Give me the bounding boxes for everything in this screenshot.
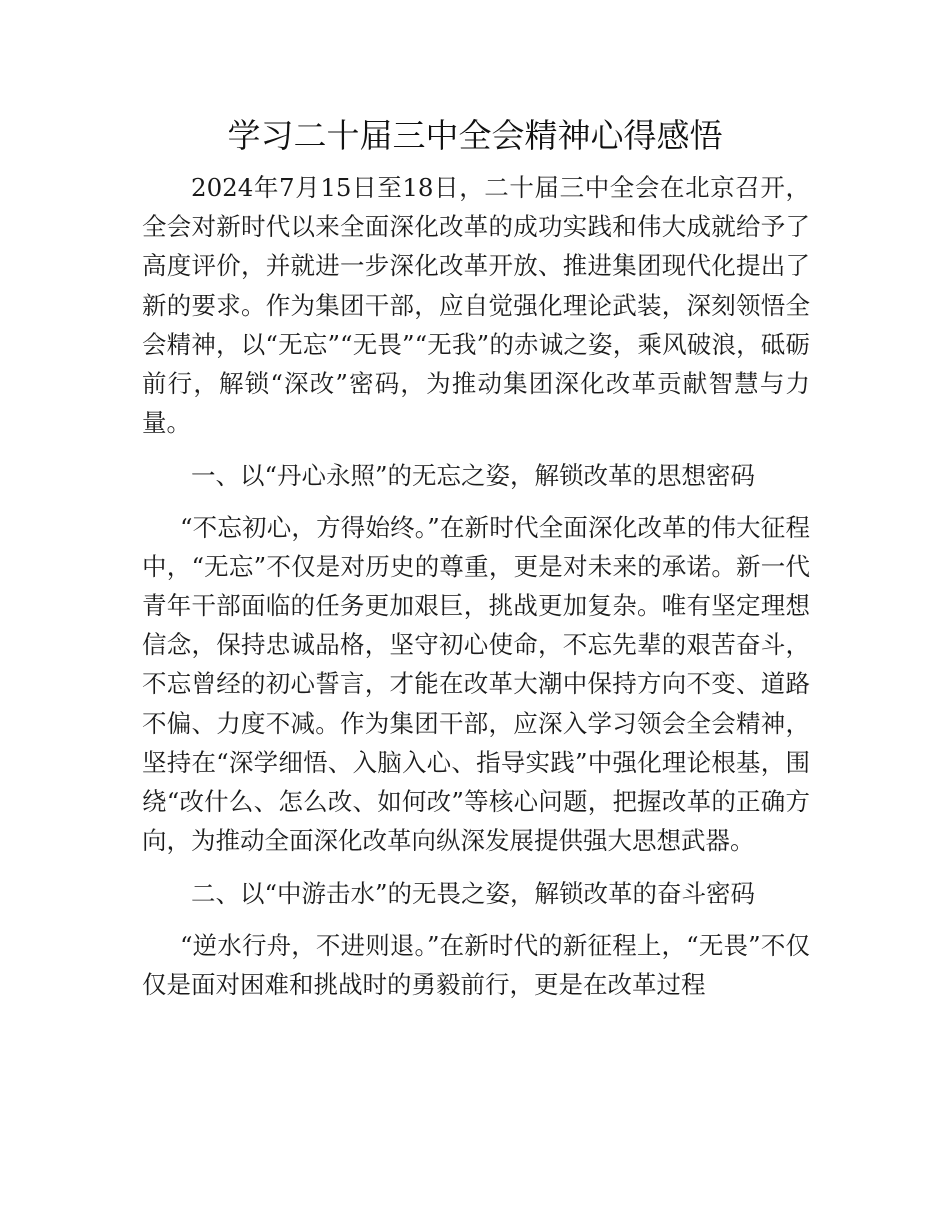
section-2-paragraph: “逆水行舟，不进则退。”在新时代的新征程上，“无畏”不仅仅是面对困难和挑战时的勇毅前行，更是在改革过程	[142, 930, 810, 999]
section-heading-2: 二、以“中游击水”的无畏之姿，解锁改革的奋斗密码	[191, 879, 756, 909]
document-body	[142, 168, 810, 1004]
section-heading-1: 一、以“丹心永照”的无忘之姿，解锁改革的思想密码	[191, 461, 756, 491]
intro-paragraph: 2024年7月15日至18日，二十届三中全会在北京召开，全会对新时代以来全面深化改革的成功实践和伟大成就给予了高度评价，并就进一步深化改革开放、推进集团现代化提出了新的要求。作为集团干部，应自觉强化理论武装，深刻领悟全会精神，以“无忘”“无畏”“无我”的赤诚之姿，乘风破浪，砥砺前行，解锁“深改”密码，为推动集团深化改革贡献智慧与力量。	[142, 173, 810, 438]
section-1-paragraph: “不忘初心，方得始终。”在新时代全面深化改革的伟大征程中，“无忘”不仅是对历史的尊重，更是对未来的承诺。新一代青年干部面临的任务更加艰巨，挑战更加复杂。唯有坚定理想信念，保持忠诚品格，坚守初心使命，不忘先辈的艰苦奋斗，不忘曾经的初心誓言，才能在改革大潮中保持方向不变、道路不偏、力度不减。作为集团干部，应深入学习领会全会精神，坚持在“深学细悟、入脑入心、指导实践”中强化理论根基，围绕“改什么、怎么改、如何改”等核心问题，把握改革的正确方向，为推动全面深化改革向纵深发展提供强大思想武器。	[142, 512, 810, 856]
document-title: 学习二十届三中全会精神心得感悟	[227, 116, 723, 155]
